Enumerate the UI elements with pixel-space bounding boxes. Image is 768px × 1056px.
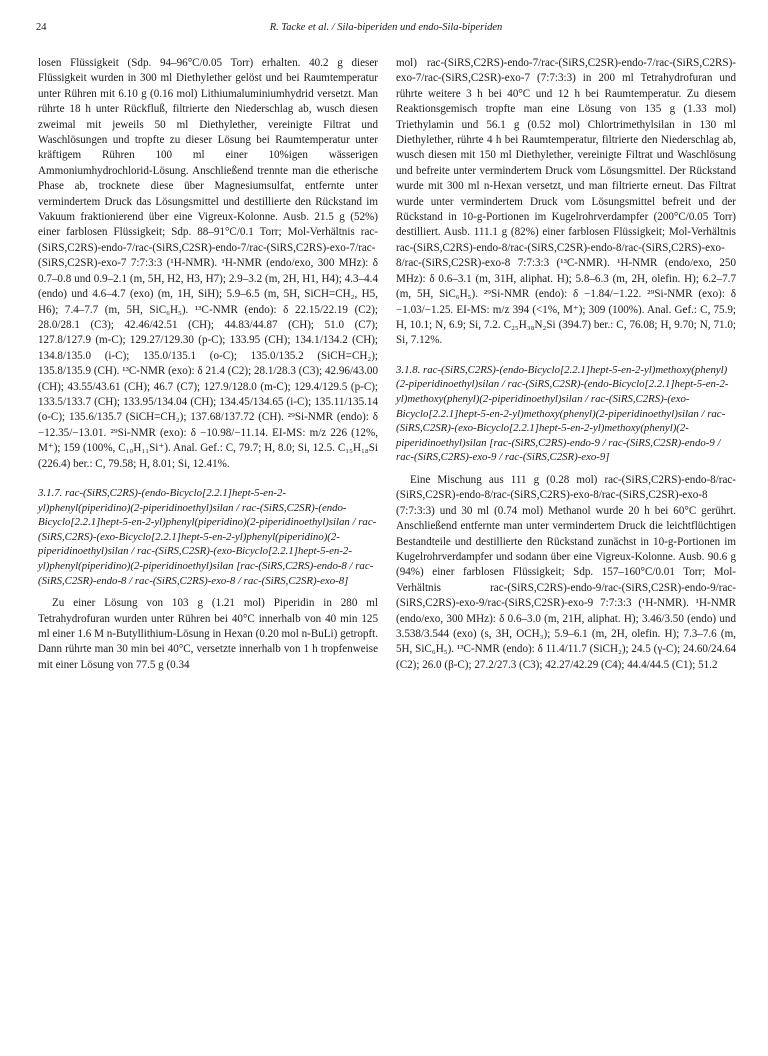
section-heading-3-1-8: 3.1.8. rac-(SiRS,C2RS)-(endo-Bicyclo[2.2.1]hept-5-en-2-yl)methoxy(phenyl)(2-piperidinoethyl)silan / rac-(SiRS,C2SR)-(endo-Bicyclo[2.2.1]hept-5-en-2-yl)methoxy(phenyl)(2-piperidinoethyl)silan / rac-(SiRS,C2RS)-(exo-Bicyclo[2.2.1]hept-5-en-2-yl)methoxy(phenyl)(2-piperidinoethyl)silan / rac-(SiRS,C2SR)-(exo-Bicyclo[2.2.1]hept-5-en-2-yl)methoxy(phenyl)(2-piperidinoethyl)silan [rac-(SiRS,C2RS)-endo-9 / rac-(SiRS,C2SR)-endo-9 / rac-(SiRS,C2RS)-exo-9 / rac-(SiRS,C2SR)-exo-9] [396, 363, 729, 464]
experimental-paragraph: losen Flüssigkeit (Sdp. 94–96°C/0.05 Torr) erhalten. 40.2 g dieser Flüssigkeit wurden in 300 ml Diethylether gelöst und bei Raumtemperatur unter Rühren mit 6.10 g (0.16 mol) Lithiumaluminiumhydrid versetzt. Man rührte 18 h unter Rückfluß, filtrierte den Niederschlag ab, wusch diesen zweimal mit jeweils 50 ml Diethylether, vereinigte Filtrat und Waschlösungen und tropfte zu dieser Lösung bei Raumtemperatur unter kräftigem Rühren 100 ml einer 10%igen wässerigen Ammoniumhydrochlorid-Lösung. Anschließend trennte man die etherische Phase ab, trocknete diese über Magnesiumsulfat, entfernte unter vermindertem Druck das Lösungsmittel und destillierte den Rückstand im Vakuum fraktionierend über eine Vigreux-Kolonne. Ausb. 21.5 g (52%) einer farblosen Flüssigkeit; Sdp. 88–91°C/0.1 Torr; Mol-Verhältnis rac-(SiRS,C2RS)-endo-7/rac-(SiRS,C2SR)-endo-7/rac-(SiRS,C2RS)-exo-7/rac-(SiRS,C2SR)-exo-7 7:7:3:3 (¹H-NMR). ¹H-NMR (endo/exo, 300 MHz): δ 0.7–0.8 und 0.9–2.1 (m, 5H, H2, H3, H7); 2.9–3.2 (m, 2H, H1, H4); 4.3–4.4 (endo) und 4.6–4.7 (exo) (m, 1H, SiH); 5.9–6.5 (m, 5H, SiCH=CH₂, H5, H6); 7.4–7.7 (m, 5H, SiC₆H₅). ¹³C-NMR (endo): δ 22.15/22.19 (C2); 28.0/28.1 (C3); 42.46/42.51 (CH); 44.83/44.87 (CH); 51.0 (C7); 127.8/127.9 (m-C); 129.27/129.30 (p-C); 133.95 (CH); 134.1/134.2 (CH); 134.8/135.0 (i-C); 135.0/135.1 (o-C); 135.0/135.2 (SiCH=CH₂); 135.8/135.9 (CH). ¹³C-NMR (exo): δ 21.4 (C2); 28.1/28.3 (C3); 42.96/43.00 (CH); 43.55/43.61 (CH); 46.7 (C7); 127.9/128.0 (m-C); 129.4/129.5 (p-C); 133.5/133.7 (CH); 133.95/134.04 (CH); 134.45/134.65 (i-C); 135.11/135.14 (o-C); 135.6/135.7 (SiCH=CH₂); 137.68/137.72 (CH). ²⁹Si-NMR (endo): δ −12.35/−13.01. ²⁹Si-NMR (exo): δ −10.98/−11.14. EI-MS: m/z 226 (12%, M⁺); 159 (100%, C₁₀H₁₁Si⁺). Anal. Gef.: C, 79.7; H, 8.0; Si, 12.5. C₁₅H₁₈Si (226.4) ber.: C, 79.58; H, 8.01; Si, 12.41%. [38, 57, 378, 470]
experimental-paragraph: Eine Mischung aus 111 g (0.28 mol) rac-(SiRS,C2RS)-endo-8/rac-(SiRS,C2SR)-endo-8/rac-(SiRS,C2RS)-exo-8/rac-(SiRS,C2SR)-exo-8 (7:7:3:3) und 30 ml (0.74 mol) Methanol wurde 20 h bei 60°C gerührt. Anschließend entfernte man unter vermindertem Druck die leichtflüchtigen Bestandteile und destillierte den Rückstand zunächst in 10-g-Portionen im Kugelrohrverdampfer und sodann über eine Vigreux-Kolonne. Ausb. 90.6 g (94%) einer farblosen Flüssigkeit; Sdp. 157–160°C/0.01 Torr; Mol-Verhältnis rac-(SiRS,C2RS)-endo-9/rac-(SiRS,C2SR)-endo-9/rac-(SiRS,C2RS)-exo-9/rac-(SiRS,C2SR)-exo-9 7:7:3:3 (¹H-NMR). ¹H-NMR (endo/exo, 300 MHz): δ 0.6–3.0 (m, 21H, aliphat. H); 3.46/3.50 (endo) und 3.538/3.544 (exo) (s, 3H, OCH₃); 5.9–6.1 (m, 2H, olefin. H); 7.3–7.6 (m, 5H, SiC₆H₅). ¹³C-NMR (endo): δ 11.4/11.7 (SiCH₂); 24.5 (γ-C); 24.60/24.64 (C2); 26.0 (β-C); 27.2/27.3 (C3); 42.27/42.29 (C4); 44.4/44.5 (C1); 51.2 [396, 473, 736, 671]
left-column [38, 56, 378, 673]
page-header [36, 22, 736, 40]
running-title: R. Tacke et al. / Sila-biperiden und endo-Sila-biperiden [269, 22, 503, 33]
experimental-paragraph: Zu einer Lösung von 103 g (1.21 mol) Piperidin in 280 ml Tetrahydrofuran wurden unter Rühren bei 40°C innerhalb von 40 min 125 ml einer 1.6 M n-Butyllithium-Lösung in Hexan (0.20 mol n-BuLi) getropft. Dann rührte man 30 min bei 40°C, versetzte innerhalb von 1 h tropfenweise mit einer Lösung von 77.5 g (0.34 [38, 597, 378, 671]
section-heading-3-1-7: 3.1.7. rac-(SiRS,C2RS)-(endo-Bicyclo[2.2.1]hept-5-en-2-yl)phenyl(piperidino)(2-piperidinoethyl)silan / rac-(SiRS,C2SR)-(endo-Bicyclo[2.2.1]hept-5-en-2-yl)phenyl(piperidino)(2-piperidinoethyl)silan / rac-(SiRS,C2RS)-(exo-Bicyclo[2.2.1]hept-5-en-2-yl)phenyl(piperidino)(2-piperidinoethyl)silan / rac-(SiRS,C2SR)-(exo-Bicyclo[2.2.1]hept-5-en-2-yl)phenyl(piperidino)(2-piperidinoethyl)silan [rac-(SiRS,C2RS)-endo-8 / rac-(SiRS,C2SR)-endo-8 / rac-(SiRS,C2RS)-exo-8 / rac-(SiRS,C2SR)-exo-8] [38, 486, 377, 587]
right-column [396, 56, 736, 673]
experimental-paragraph: mol) rac-(SiRS,C2RS)-endo-7/rac-(SiRS,C2SR)-endo-7/rac-(SiRS,C2RS)-exo-7/rac-(SiRS,C2SR)-exo-7 (7:7:3:3) in 200 ml Tetrahydrofuran und rührte weitere 3 h bei 40°C und 12 h bei Raumtemperatur. Zu diesem Reaktionsgemisch tropfte man eine Lösung von 135 g (1.33 mol) Triethylamin und 56.1 g (0.52 mol) Chlortrimethylsilan in 130 ml Diethylether, rührte 4 h bei Raumtemperatur, filtrierte den Niederschlag ab, wusch diesen mit 150 ml Diethylether, vereinigte Filtrat und Waschlösung und befreite unter vermindertem Druck vom Lösungsmittel. Der Rückstand wurde mit 300 ml n-Hexan versetzt, und man filtrierte erneut. Das Filtrat wurde unter vermindertem Druck vom Lösungsmittel befreit und der Rückstand in 10-g-Portionen im Kugelrohrverdampfer (200°C/0.05 Torr) destilliert. Ausb. 111.1 g (82%) einer farblosen Flüssigkeit; Mol-Verhältnis rac-(SiRS,C2RS)-endo-8/rac-(SiRS,C2SR)-endo-8/rac-(SiRS,C2RS)-exo-8/rac-(SiRS,C2SR)-exo-8 7:7:3:3 (¹³C-NMR). ¹H-NMR (endo/exo, 250 MHz): δ 0.6–3.1 (m, 31H, aliphat. H); 5.8–6.3 (m, 2H, olefin. H); 6.2–7.7 (m, 5H, SiC₆H₅). ²⁹Si-NMR (endo): δ −1.84/−1.22. ²⁹Si-NMR (exo): δ −1.03/−1.25. EI-MS: m/z 394 (<1%, M⁺); 309 (100%). Anal. Gef.: C, 75.9; H, 10.1; N, 6.9; Si, 7.2. C₂₅H₃₈N₂Si (394.7) ber.: C, 76.08; H, 9.70; N, 71.0; Si, 7.12%. [396, 57, 736, 347]
page-number: 24 [36, 22, 47, 33]
